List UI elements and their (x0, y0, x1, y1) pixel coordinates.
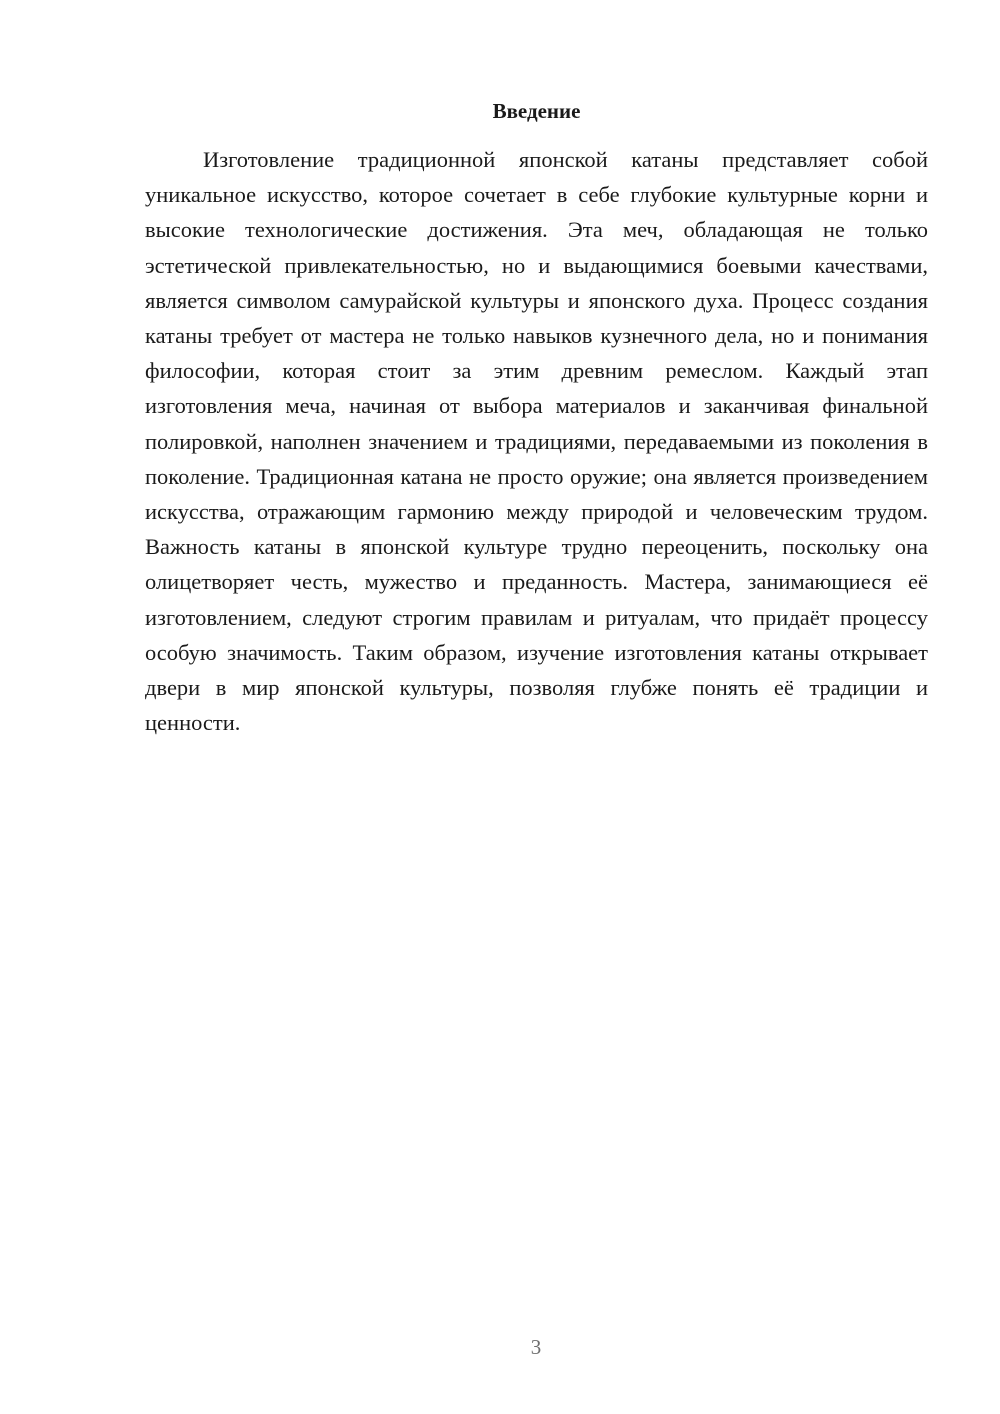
body-paragraph: Изготовление традиционной японской катаны представляет собой уникальное искусство, которое сочетает в себе глубокие культурные корни и высокие технологические достижения. Эта меч, обладающая не только эстетической привлекательностью, но и выдающимися боевыми качествами, является символом самурайской культуры и японского духа. Процесс создания катаны требует от мастера не только навыков кузнечного дела, но и понимания философии, которая стоит за этим древним ремеслом. Каждый этап изготовления меча, начиная от выбора материалов и заканчивая финальной полировкой, наполнен значением и традициями, передаваемыми из поколения в поколение. Традиционная катана не просто оружие; она является произведением искусства, отражающим гармонию между природой и человеческим трудом. Важность катаны в японской культуре трудно переоценить, поскольку она олицетворяет честь, мужество и преданность. Мастера, занимающиеся её изготовлением, следуют строгим правилам и ритуалам, что придаёт процессу особую значимость. Таким образом, изучение изготовления катаны открывает двери в мир японской культуры, позволяя глубже понять её традиции и ценности. (145, 147, 928, 736)
page-number: 3 (530, 1335, 542, 1359)
section-heading: Введение (492, 99, 581, 123)
